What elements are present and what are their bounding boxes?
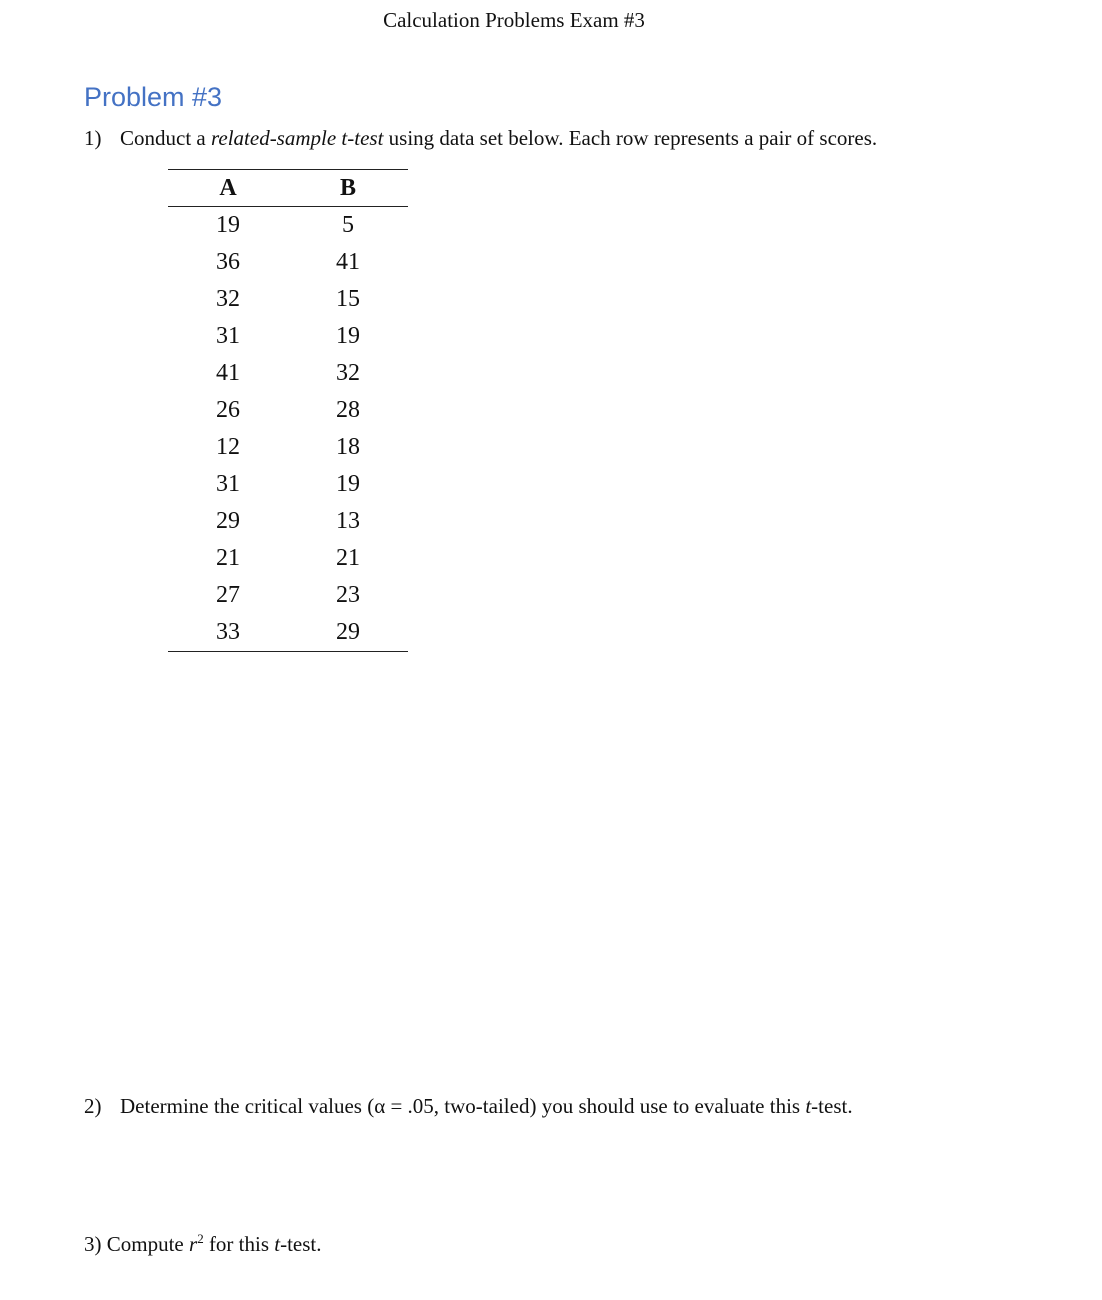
table-row bbox=[168, 614, 408, 652]
table-row bbox=[168, 429, 408, 466]
cell-b: 41 bbox=[336, 249, 360, 275]
table-row bbox=[168, 466, 408, 503]
cell-b: 19 bbox=[336, 323, 360, 349]
question-2-text-after: -test. bbox=[811, 1094, 853, 1118]
table-row bbox=[168, 318, 408, 355]
data-table bbox=[168, 169, 408, 652]
question-2-number: 2) bbox=[84, 1094, 102, 1118]
question-1-number: 1) bbox=[84, 126, 102, 150]
cell-b: 29 bbox=[288, 614, 408, 652]
cell-b: 5 bbox=[342, 212, 354, 238]
question-2 bbox=[84, 1094, 853, 1119]
table-row bbox=[168, 244, 408, 281]
question-3-text-mid: for this bbox=[203, 1232, 275, 1256]
question-3-exponent: 2 bbox=[197, 1231, 204, 1246]
column-header-b: B bbox=[288, 170, 408, 207]
table-row bbox=[168, 540, 408, 577]
page-title: Calculation Problems Exam #3 bbox=[383, 8, 645, 32]
table-header-row bbox=[168, 170, 408, 207]
table-row bbox=[168, 392, 408, 429]
table-row bbox=[168, 281, 408, 318]
cell-a: 27 bbox=[216, 582, 240, 608]
question-2-text-before: Determine the critical values (α = .05, two-tailed) you should use to evaluate this bbox=[120, 1094, 806, 1118]
question-3-text-italic: t bbox=[274, 1232, 281, 1256]
column-header-a: A bbox=[168, 170, 288, 207]
question-3-var: r bbox=[189, 1232, 198, 1256]
cell-b: 21 bbox=[336, 545, 360, 571]
table-row bbox=[168, 503, 408, 540]
table-row bbox=[168, 207, 408, 245]
question-1-text-before: Conduct a bbox=[120, 126, 211, 150]
question-1 bbox=[84, 126, 877, 151]
cell-a: 36 bbox=[216, 249, 240, 275]
cell-a: 31 bbox=[216, 471, 240, 497]
cell-b: 32 bbox=[336, 360, 360, 386]
question-3-text-after: -test. bbox=[280, 1232, 322, 1256]
table-row bbox=[168, 577, 408, 614]
cell-b: 28 bbox=[336, 397, 360, 423]
cell-a: 21 bbox=[216, 545, 240, 571]
cell-b: 18 bbox=[336, 434, 360, 460]
cell-a: 29 bbox=[216, 508, 240, 534]
question-1-text-italic: related-sample t-test bbox=[210, 126, 384, 150]
question-3 bbox=[84, 1232, 322, 1257]
cell-a: 31 bbox=[216, 323, 240, 349]
table-row bbox=[168, 355, 408, 392]
cell-b: 13 bbox=[336, 508, 360, 534]
cell-a: 12 bbox=[216, 434, 240, 460]
cell-b: 19 bbox=[336, 471, 360, 497]
cell-b: 15 bbox=[336, 286, 360, 312]
cell-a: 33 bbox=[168, 614, 288, 652]
problem-heading: Problem #3 bbox=[84, 82, 223, 112]
question-2-text-italic: t bbox=[805, 1094, 812, 1118]
cell-a: 41 bbox=[216, 360, 240, 386]
cell-a: 26 bbox=[216, 397, 240, 423]
cell-a: 32 bbox=[216, 286, 240, 312]
question-3-number: 3) bbox=[84, 1232, 102, 1256]
question-1-text-after: using data set below. Each row represents a pair of scores. bbox=[383, 126, 878, 150]
question-3-text-before: Compute bbox=[106, 1232, 189, 1256]
cell-b: 23 bbox=[336, 582, 360, 608]
cell-a: 19 bbox=[216, 212, 240, 238]
